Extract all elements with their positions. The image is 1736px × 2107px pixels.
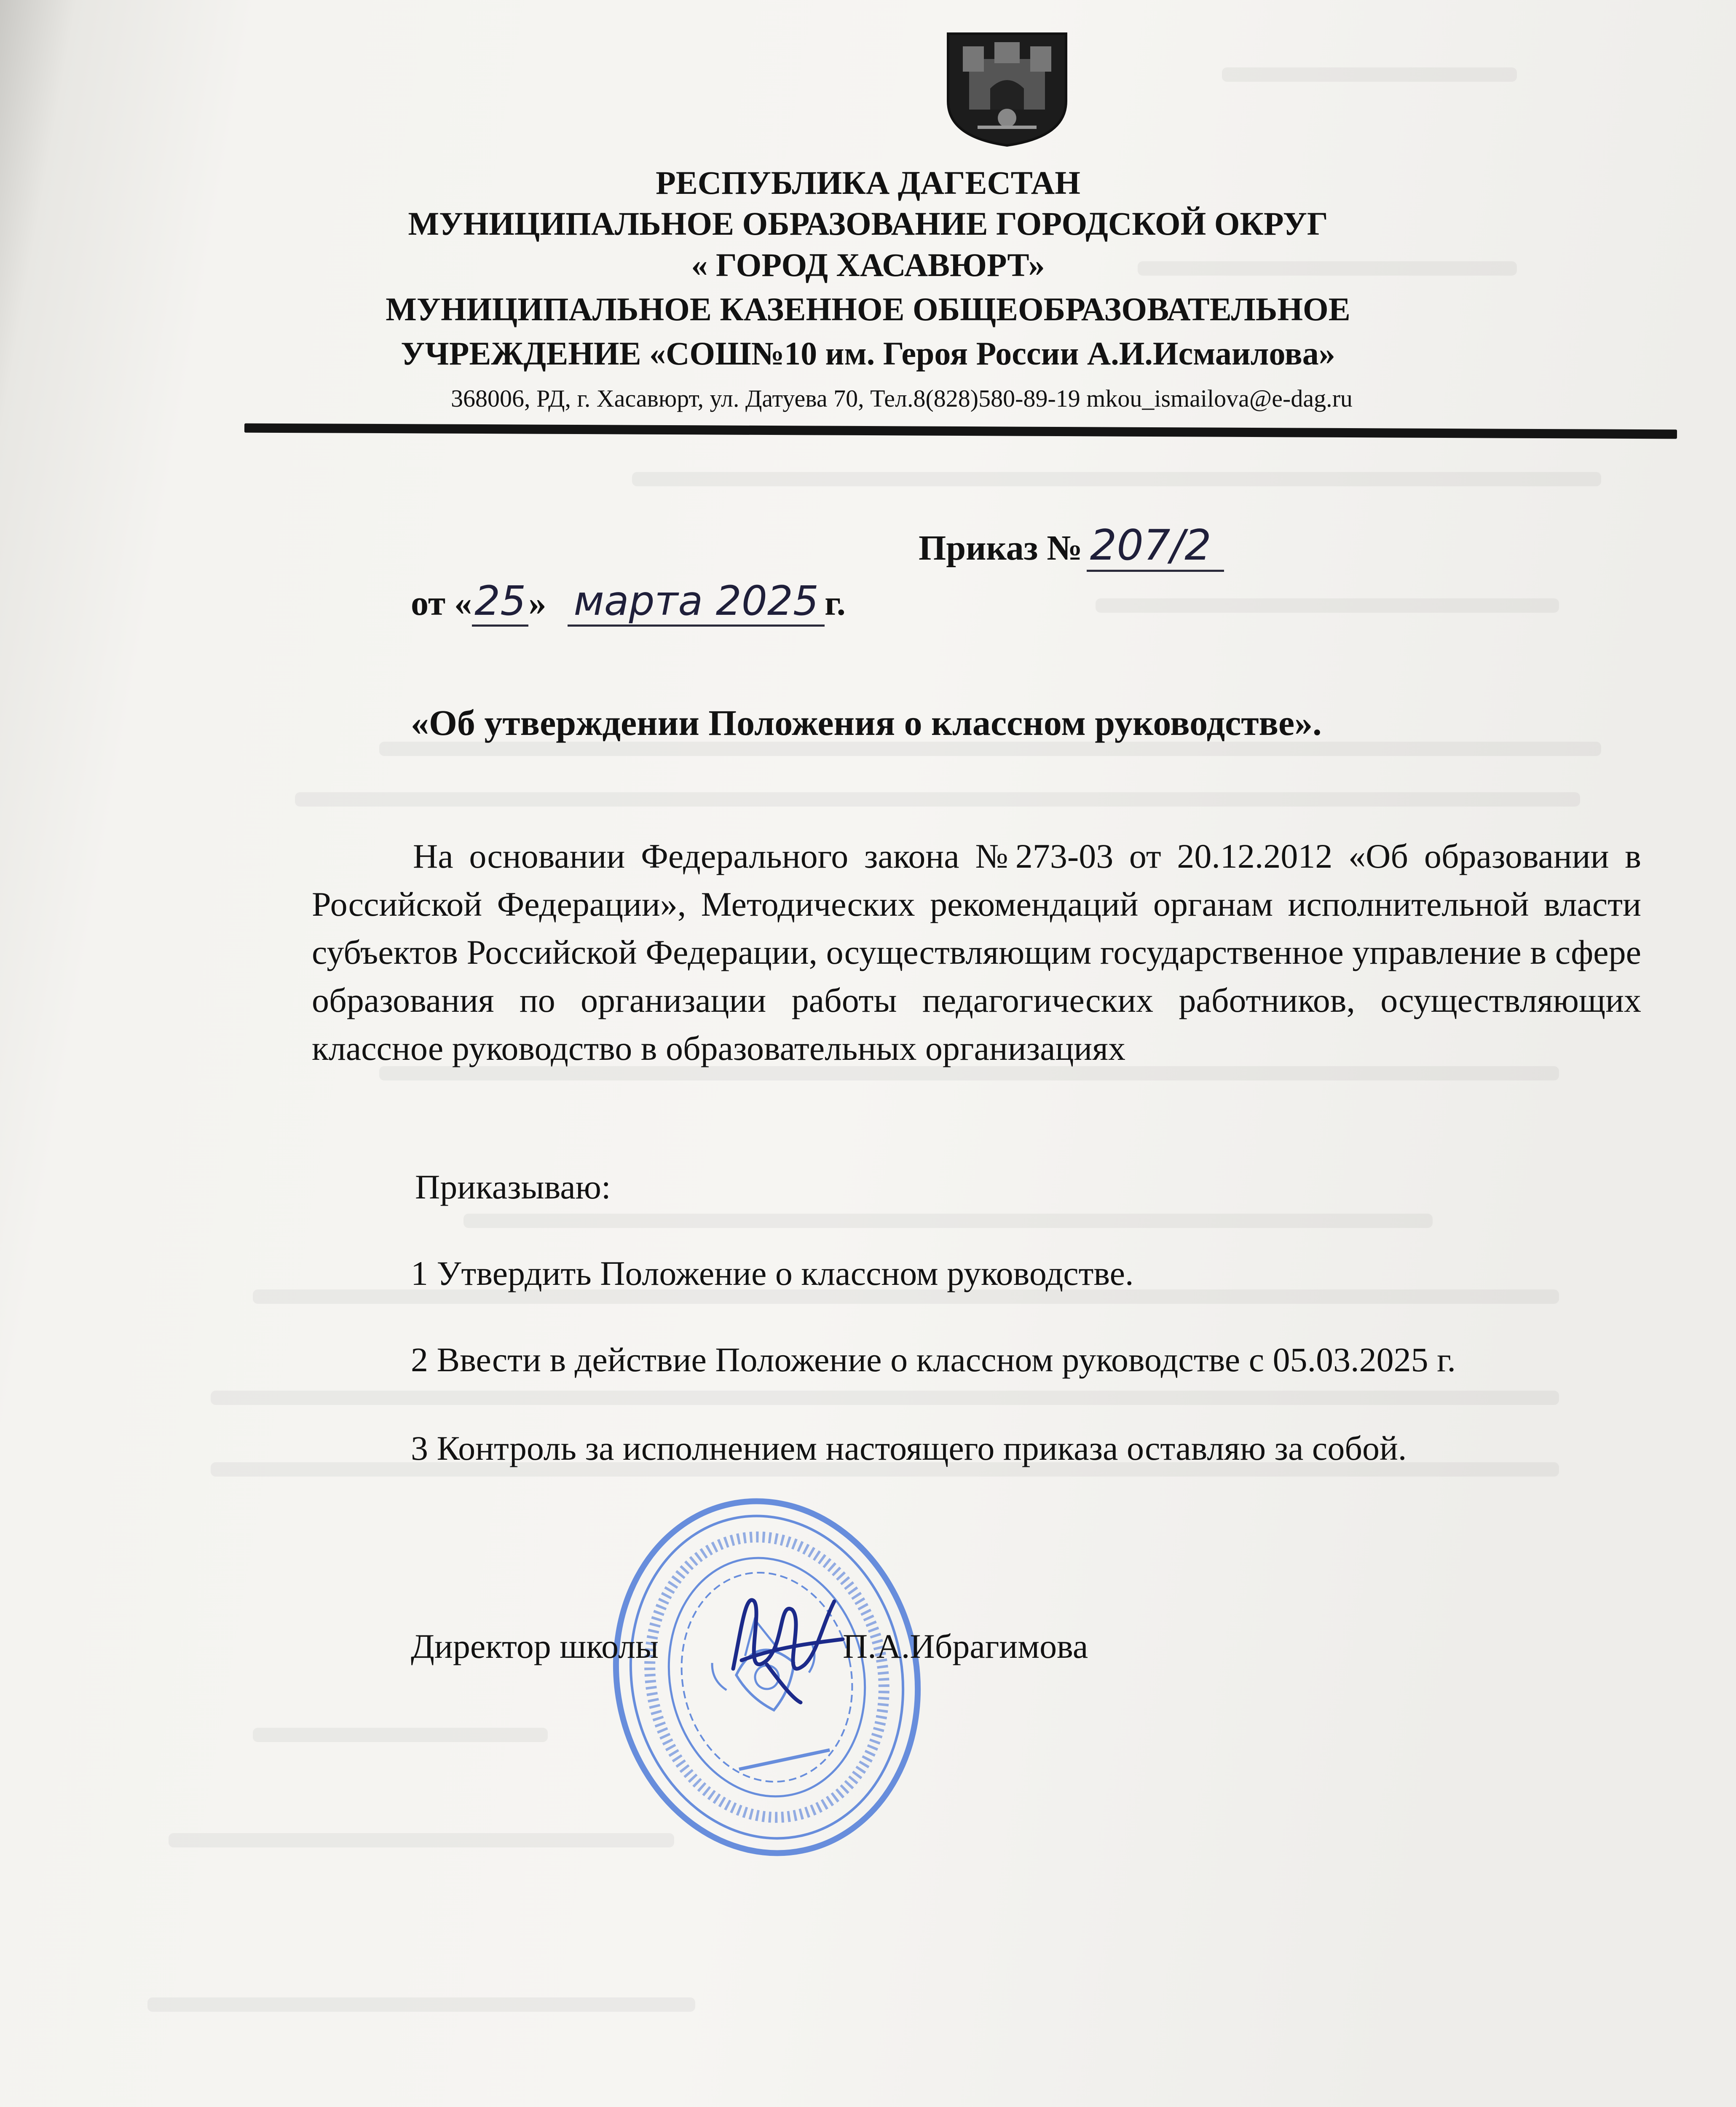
director-name: П.А.Ибрагимова (843, 1627, 1088, 1665)
signatory-position: Директор школы (411, 1627, 659, 1665)
header-address: 368006, РД, г. Хасавюрт, ул. Датуева 70, Тел.8(828)580-89-19 mkou_ismailova@e-dag.ru (451, 385, 1353, 412)
order-number-line (919, 520, 1224, 572)
order-item-3: 3 Контроль за исполнением настоящего приказа оставляю за собой. (411, 1429, 1407, 1467)
city-coat-of-arms-icon (944, 29, 1070, 147)
order-item-2: 2 Ввести в действие Положение о классном руководстве с 05.03.2025 г. (411, 1340, 1456, 1379)
date-prefix: от « (411, 584, 472, 623)
order-title: «Об утверждении Положения о классном руководстве». (411, 702, 1322, 743)
date-day-handwritten: 25 (472, 577, 528, 627)
header-city: « ГОРОД ХАСАВЮРТ» (691, 247, 1045, 283)
date-suffix: г. (825, 584, 846, 623)
date-month-year-handwritten: марта 2025 (568, 577, 825, 627)
header-institution-type: МУНИЦИПАЛЬНОЕ КАЗЕННОЕ ОБЩЕОБРАЗОВАТЕЛЬНОЕ (386, 291, 1350, 327)
header-republic: РЕСПУБЛИКА ДАГЕСТАН (656, 164, 1080, 201)
header-municipality: МУНИЦИПАЛЬНОЕ ОБРАЗОВАНИЕ ГОРОДСКОЙ ОКРУГ (408, 205, 1328, 242)
date-mid: » (528, 584, 555, 623)
order-command: Приказываю: (415, 1168, 611, 1206)
order-date-line (411, 577, 846, 627)
order-preamble: На основании Федерального закона №273-03 от 20.12.2012 «Об образовании в Российской Федерации», Методических рекомендаций органам исполнительной власти субъектов Российской Федерации, осуществляющим государственное управление в сфере образования по организации работы педагогических работников, осуществляющих классное руководство в образовательных организациях (312, 837, 1641, 1067)
order-item-1: 1 Утвердить Положение о классном руководстве. (411, 1254, 1134, 1292)
order-label: Приказ № (919, 528, 1082, 568)
header-divider (244, 424, 1677, 439)
order-number-handwritten: 207/2 (1087, 520, 1224, 572)
header-institution-name: УЧРЕЖДЕНИЕ «СОШ№10 им. Героя России А.И.Исмаилова» (401, 335, 1335, 372)
director-signature (716, 1576, 855, 1711)
